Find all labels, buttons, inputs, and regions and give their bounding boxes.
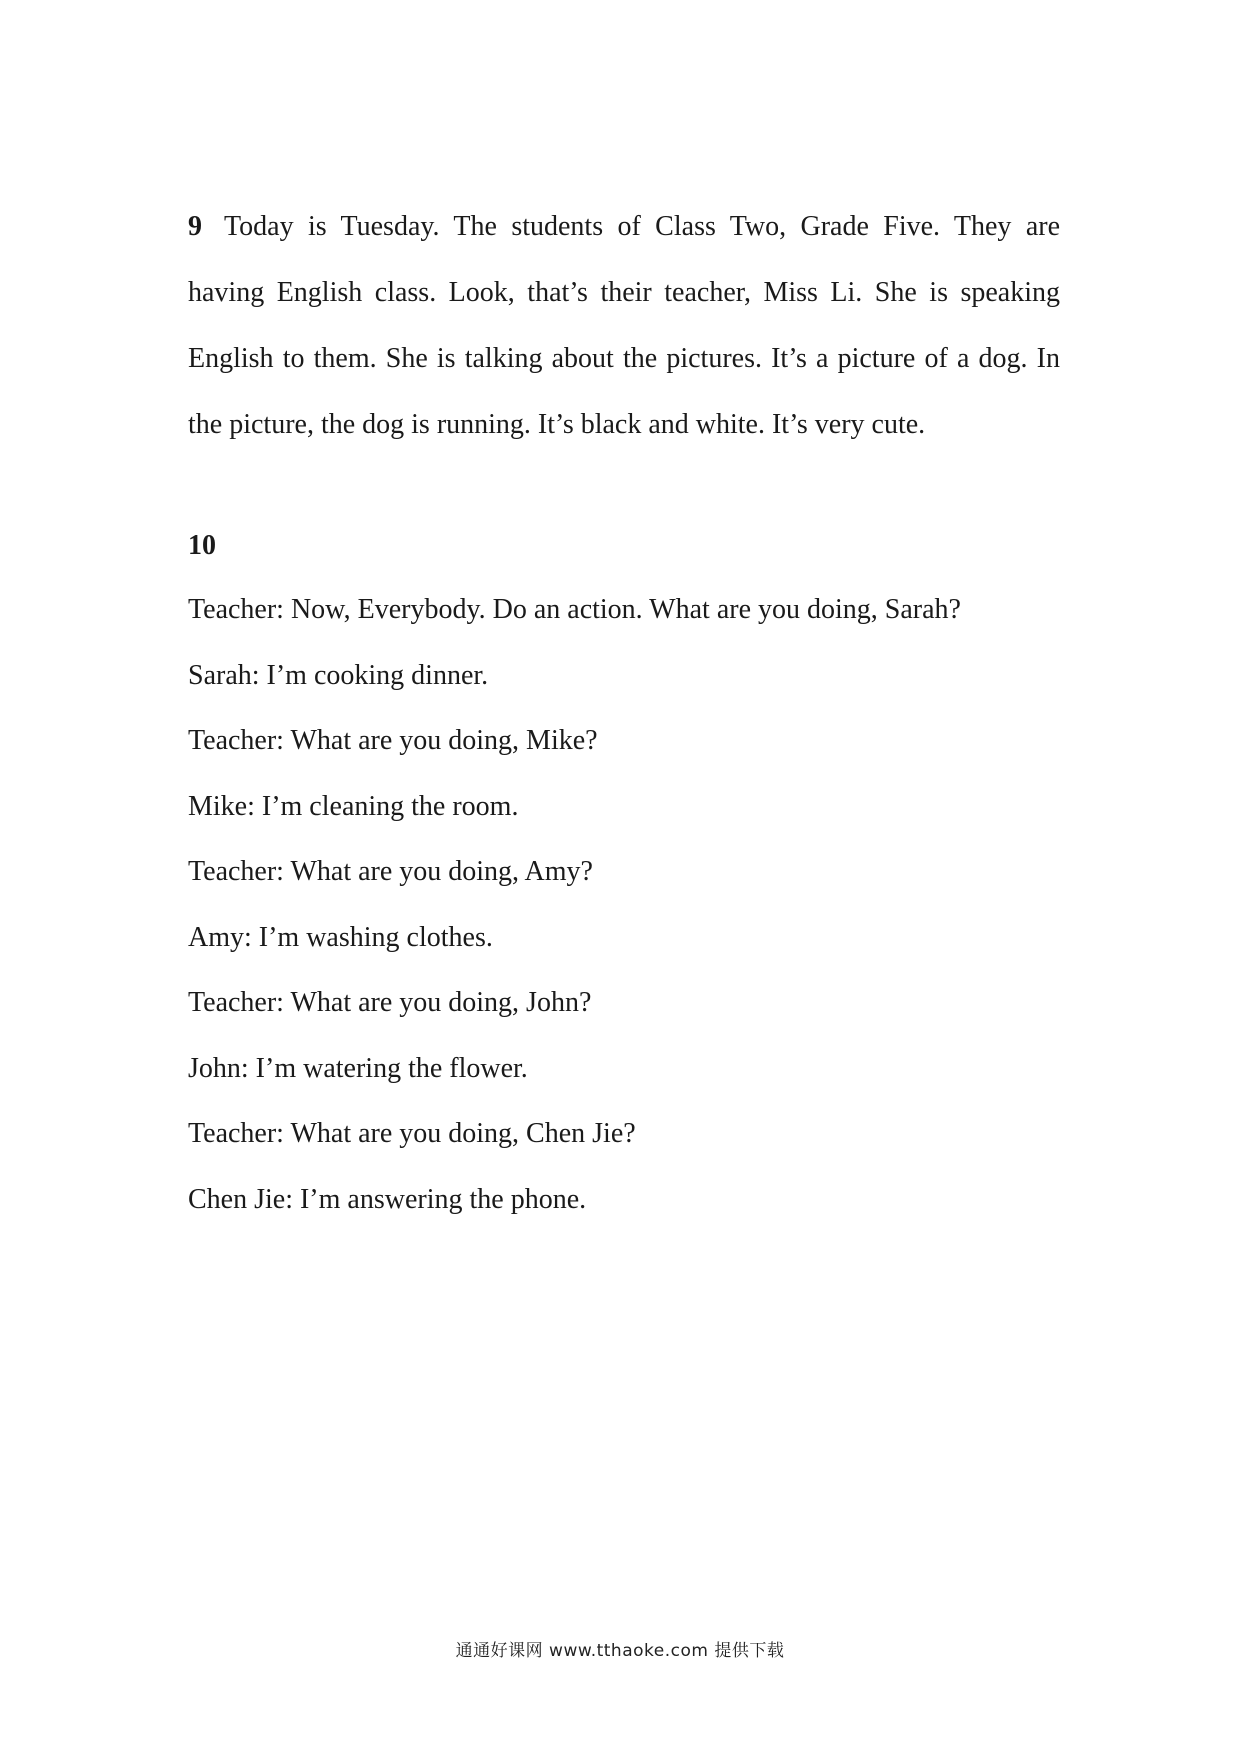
dialogue-line: Teacher: What are you doing, John? xyxy=(188,987,592,1018)
dialogue-10 xyxy=(188,590,1060,1245)
passage-9-paragraph xyxy=(188,194,1060,458)
dialogue-line: Teacher: What are you doing, Chen Jie? xyxy=(188,1118,636,1149)
question-number-9: 9 xyxy=(188,211,202,242)
dialogue-line: Teacher: What are you doing, Mike? xyxy=(188,725,598,756)
dialogue-line: Mike: I’m cleaning the room. xyxy=(188,790,519,822)
dialogue-line: Amy: I’m washing clothes. xyxy=(188,921,493,953)
dialogue-line: Sarah: I’m cooking dinner. xyxy=(188,659,489,691)
question-number-10: 10 xyxy=(188,530,216,561)
footer-watermark: 通通好课网 www.tthaoke.com 提供下载 xyxy=(455,1641,785,1661)
dialogue-line: John: I’m watering the flower. xyxy=(188,1052,528,1084)
dialogue-line: Teacher: What are you doing, Amy? xyxy=(188,856,593,887)
dialogue-line: Chen Jie: I’m answering the phone. xyxy=(188,1183,587,1215)
passage-9 xyxy=(188,194,1060,458)
dialogue-line: Teacher: Now, Everybody. Do an action. What are you doing, Sarah? xyxy=(188,594,961,625)
passage-9-text: Today is Tuesday. The students of Class Two, Grade Five. They are having English class. Look, that’s their teacher, Miss Li. She is speaking English to them. She is talking about the pictures. It’s a picture of a dog. In the picture, the dog is running. It’s black and white. It’s very cute. xyxy=(188,211,1060,440)
